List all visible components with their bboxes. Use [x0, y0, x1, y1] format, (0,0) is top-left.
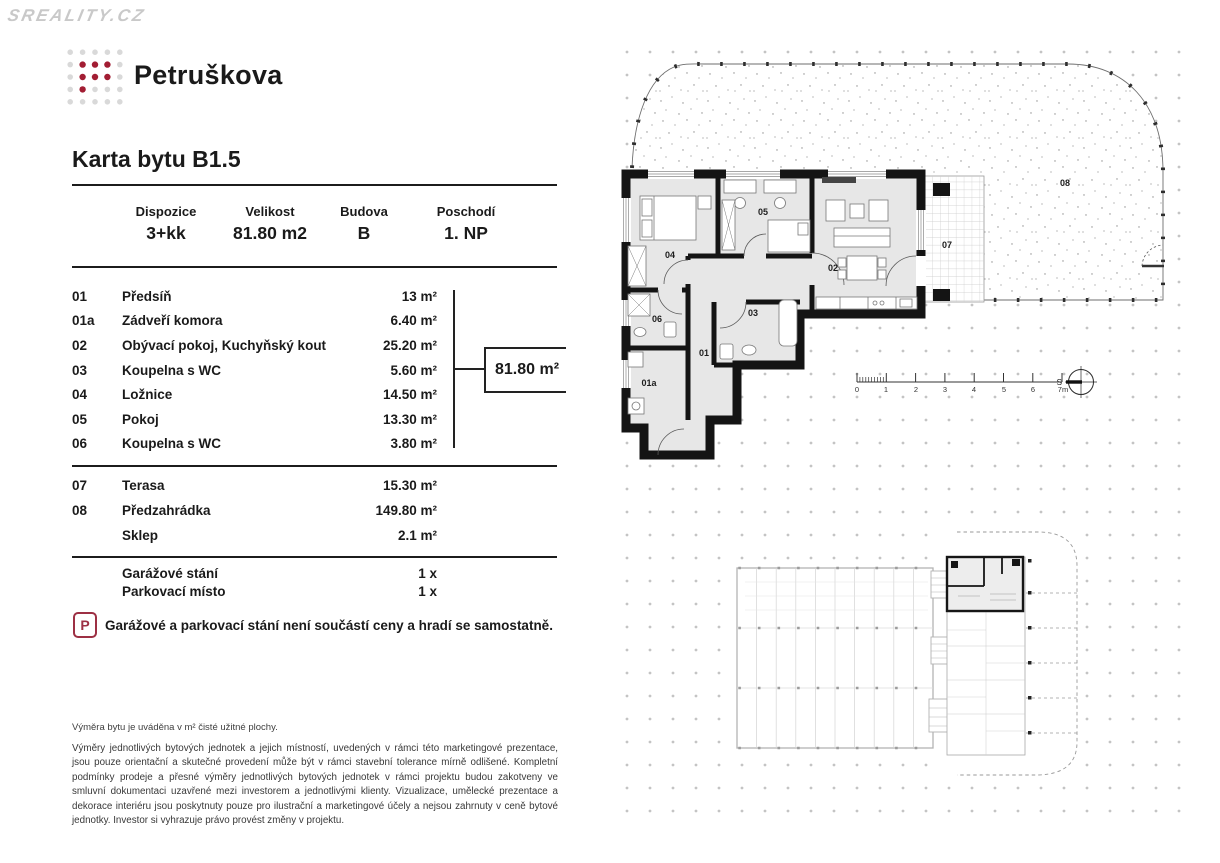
room-area: 14.50 m²: [382, 387, 437, 403]
footnote-paragraph: Výměry jednotlivých bytových jednotek a jejich místností, uvedených v rámci této marketingové prezentace, jsou pouze orientační a skutečné provedení může být v rámci stavební tolerance mírně odlišené. Kompletní podmínky prodeje a přesné výměry jednotlivých bytových jednotek v rámci projektu budou zakotveny ve smluvní dokumentaci uzavřené mezi investorem a jednotlivými klienty. Vizualizace, umělecké prezentace a dekorace interiéru jsou poskytnuty pouze pro ilustrační a marketingové účely a nejsou zahrnuty v ceně bytové jednotky. Investor si vyhrazuje právo provést změny v projektu.: [72, 743, 558, 827]
summary-value: 1. NP: [444, 223, 488, 243]
scale-tick-4: 4: [971, 385, 977, 394]
room-number: 07: [72, 478, 88, 493]
room-number: 03: [72, 362, 88, 378]
table-row: [72, 382, 437, 407]
room-label-06: 06: [651, 314, 663, 324]
brand-dots-logo: [64, 46, 126, 108]
scale-tick-7: 7m: [1057, 385, 1069, 394]
room-name: Předzahrádka: [122, 503, 211, 518]
summary-value: B: [357, 223, 371, 243]
room-number: 04: [72, 387, 88, 403]
room-number: 01a: [72, 313, 95, 329]
table-row: [72, 432, 437, 457]
room-label-01: 01: [698, 348, 710, 358]
parking-name: Garážové stání: [122, 566, 219, 582]
total-area-value: 81.80 m²: [495, 361, 560, 378]
floor-plan: [600, 0, 1220, 863]
room-name: Terasa: [122, 478, 165, 493]
room-area: 13.30 m²: [382, 411, 437, 427]
room-area: 25.20 m²: [382, 337, 437, 353]
parking-list: [72, 565, 437, 600]
parking-count: 1 x: [418, 566, 437, 582]
room-area: 5.60 m²: [390, 362, 437, 378]
dot-grid-logo: [67, 49, 122, 104]
page-title: Karta bytu B1.5: [72, 146, 241, 172]
scale-tick-3: 3: [942, 385, 948, 394]
garage-plan: [737, 568, 949, 748]
table-row: [72, 407, 437, 432]
summary-value: 81.80 m2: [233, 223, 307, 243]
room-name: Koupelna s WC: [122, 362, 222, 378]
room-label-07: 07: [941, 240, 953, 250]
room-name: Obývací pokoj, Kuchyňský kout: [122, 337, 327, 353]
room-label-04: 04: [664, 250, 676, 260]
sreality-watermark: SREALITY.CZ: [5, 6, 148, 25]
terrace-pillar: [933, 183, 950, 196]
summary-label: Budova: [340, 204, 388, 219]
room-number: 01: [72, 288, 88, 304]
room-area: 3.80 m²: [390, 436, 437, 452]
room-number: 08: [72, 503, 88, 518]
room-name: Pokoj: [122, 411, 159, 427]
exterior-list: [72, 473, 437, 548]
room-name: Koupelna s WC: [122, 436, 222, 452]
room-label-03: 03: [747, 308, 759, 318]
table-row: [72, 333, 437, 358]
table-row: [72, 523, 437, 548]
summary-label: Dispozice: [135, 204, 197, 219]
room-number: 06: [72, 436, 88, 452]
table-row: [72, 498, 437, 523]
room-name: Předsíň: [122, 288, 172, 304]
building-wing: [947, 557, 1025, 755]
unit-highlight: [947, 557, 1023, 611]
terrace-pillar: [933, 289, 950, 301]
table-row: [72, 358, 437, 383]
parking-name: Parkovací místo: [122, 583, 226, 599]
project-name: Petruškova: [134, 60, 283, 90]
table-row: [72, 473, 437, 498]
divider: [72, 266, 557, 268]
divider: [72, 184, 557, 186]
summary-value: 3+kk: [146, 223, 186, 243]
summary-poschodi: [401, 204, 531, 244]
table-row: [72, 583, 437, 601]
summary-label: Poschodí: [436, 204, 496, 219]
room-area: 15.30 m²: [382, 478, 437, 493]
footnote-line: Výměra bytu je uváděna v m² čisté užitné plochy.: [72, 722, 278, 733]
compass-label: S: [1056, 378, 1062, 387]
room-label-01a: 01a: [641, 378, 657, 388]
room-label-02: 02: [827, 263, 839, 273]
parking-count: 1 x: [418, 583, 437, 599]
room-area: 149.80 m²: [375, 503, 437, 518]
room-number: 05: [72, 411, 88, 427]
table-row: [72, 565, 437, 583]
summary-label: Velikost: [245, 204, 295, 219]
divider: [72, 465, 557, 467]
terrace-area: [920, 176, 984, 302]
room-label-05: 05: [757, 207, 769, 217]
total-area-box: [484, 347, 566, 393]
table-row: [72, 284, 437, 309]
scale-tick-2: 2: [913, 385, 919, 394]
scale-tick-6: 6: [1030, 385, 1036, 394]
room-name: Ložnice: [122, 387, 173, 403]
room-area: 13 m²: [401, 288, 437, 304]
total-bracket-connector: [453, 368, 484, 370]
table-row: [72, 309, 437, 334]
scale-tick-1: 1: [883, 385, 889, 394]
divider: [72, 556, 557, 558]
room-name: Sklep: [122, 528, 159, 543]
room-list: [72, 284, 437, 456]
scale-tick-0: 0: [854, 385, 860, 394]
scale-tick-5: 5: [1001, 385, 1007, 394]
parking-note: Garážové a parkovací stání není součástí ceny a hradí se samostatně.: [105, 618, 553, 633]
room-area: 2.1 m²: [397, 528, 437, 543]
room-number: 02: [72, 337, 88, 353]
room-label-08: 08: [1059, 178, 1071, 188]
room-area: 6.40 m²: [390, 313, 437, 329]
parking-icon: P: [73, 612, 97, 638]
room-name: Zádveří komora: [122, 313, 223, 329]
